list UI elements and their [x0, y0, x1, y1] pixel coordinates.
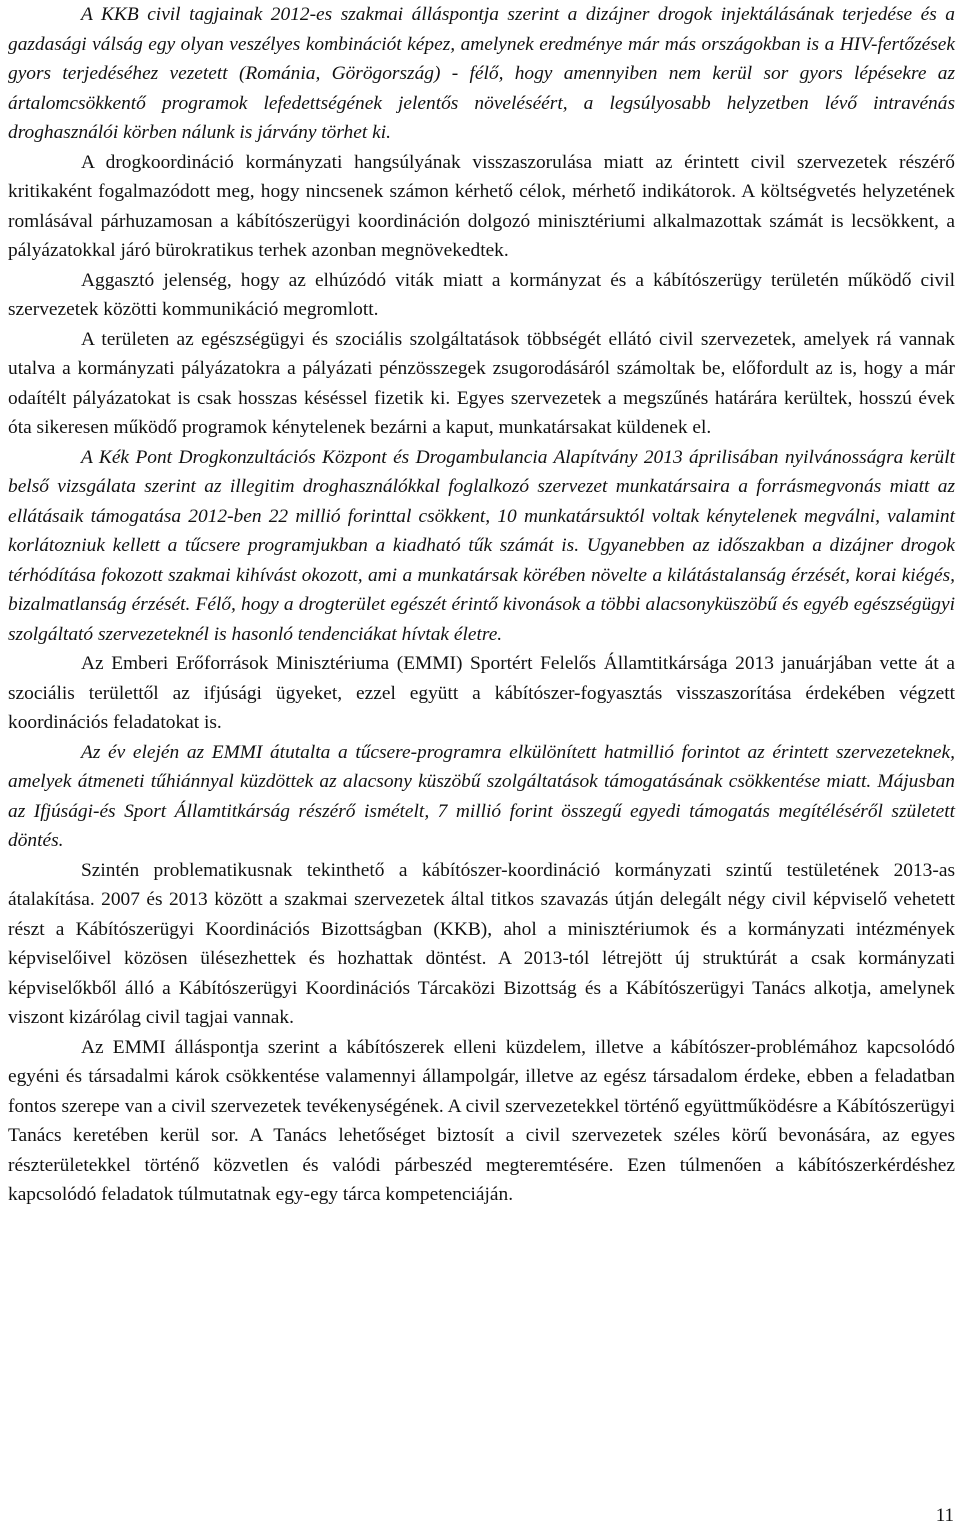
paragraph-kkb-restructure: Szintén problematikusnak tekinthető a kábítószer-koordináció kormányzati szintű testületének 2013-as átalakítása. 2007 és 2013 között a szakmai szervezetek által titkos szavazás útján delegált négy civil képviselő vehetett részt a Kábítószerügyi Koordinációs Bizottságban (KKB), ahol a minisztériumok és a kormányzati intézmények képviselőivel közösen ülésezhettek és hozhattak döntést. A 2013-tól létrejött új struktúrát a csak kormányzati képviselőkből álló a Kábítószerügyi Koordinációs Tárcaközi Bizottság és a Kábítószerügyi Tanács alkotja, amelynek viszont kizárólag civil tagjai vannak. [8, 859, 955, 1028]
paragraph-drug-coordination: A drogkoordináció kormányzati hangsúlyának visszaszorulása miatt az érintett civil szervezetek részérő kritikaként fogalmazódott meg, hogy nincsenek számon kérhető célok, mérhető indikátorok. A költségvetés helyzetének romlásával párhuzamosan a kábítószerügyi koordináción dolgozó minisztériumi alkalmazottak számát is lecsökkent, a pályázatokkal járó bürokratikus terhek azonban megnövekedtek. [8, 151, 955, 261]
paragraph-emmi-position: Az EMMI álláspontja szerint a kábítószerek elleni küzdelem, illetve a kábítószer-problémához kapcsolódó egyéni és társadalmi károk csökkentése valamennyi állampolgár, illetve az egész társadalom érdeke, ebben a feladatban fontos szerepe van a civil szervezetek tevékenységének. A civil szervezetekkel történő együttműködésre a Kábítószerügyi Tanács keretében kerül sor. A Tanács lehetőséget biztosít a civil szervezetek széles körű bevonására, az egyes részterületekkel történő közvetlen és valódi párbeszéd megteremtésére. Ezen túlmenően a kábítószerkérdéshez kapcsolódó feladatok túlmutatnak egy-egy tárca kompetenciáján. [8, 1036, 955, 1205]
paragraph-needle-exchange: Az év elején az EMMI átutalta a tűcsere-programra elkülönített hatmillió forintot az érintett szervezeteknek, amelyek átmeneti tűhiánnyal küzdöttek az alacsony küszöbű szolgáltatások támogatásának csökkentése miatt. Májusban az Ifjúsági-és Sport Államtitkárság részérő ismételt, 7 millió forint összegű egyedi támogatás megítéléséről született döntés. [8, 741, 955, 851]
paragraph-civil-funding: A területen az egészségügyi és szociális szolgáltatások többségét ellátó civil szervezetek, amelyek rá vannak utalva a kormányzati pályázatokra a pályázati pénzösszegek zsugorodásáról számoltak be, előfordult az is, hogy a már odaítélt pályázatokat is csak hosszas késéssel fizetik ki. Egyes szervezetek a megszűnés határára kerültek, hosszú évek óta sikeresen működő programok kénytelenek bezárni a kaput, munkatársakat küldenek el. [8, 328, 955, 438]
paragraph-communication: Aggasztó jelenség, hogy az elhúzódó viták miatt a kormányzat és a kábítószerügy területén működő civil szervezetek közötti kommunikáció megromlott. [8, 269, 955, 320]
document-page [8, 0, 955, 1210]
paragraph-kek-pont: A Kék Pont Drogkonzultációs Központ és Drogambulancia Alapítvány 2013 áprilisában nyilvánosságra került belső vizsgálata szerint az illegitim droghasználókkal foglalkozó szervezet munkatársaira a forrásmegvonás miatt az ellátásaik támogatása 2012-ben 22 millió forinttal csökkent, 10 munkatársuktól voltak kénytelenek megválni, valamint korlátozniuk kellett a tűcsere programjukban a kiadható tűk számát is. Ugyanebben az időszakban a dizájner drogok térhódítása fokozott szakmai kihívást okozott, ami a munkatársak körében növelte a kilátástalanság érzését, korai kiégés, bizalmatlanság érzését. Félő, hogy a drogterület egészét érintő kivonások a többi alacsonyküszöbű és egyéb egészségügyi szolgáltató szervezeteknél is hasonló tendenciákat hívtak életre. [8, 446, 955, 645]
page-number: 11 [935, 1505, 954, 1526]
paragraph-emmi-takeover: Az Emberi Erőforrások Minisztériuma (EMMI) Sportért Felelős Államtitkársága 2013 januárjában vette át a szociális területtől az ifjúsági ügyeket, ezzel együtt a kábítószer-fogyasztás visszaszorítása érdekében végzett koordinációs feladatokat is. [8, 653, 955, 733]
paragraph-kkb-position: A KKB civil tagjainak 2012-es szakmai álláspontja szerint a dizájner drogok injektálásának terjedése és a gazdasági válság egy olyan veszélyes kombinációt képez, amelynek eredménye már más országokban is a HIV-fertőzések gyors terjedéséhez vezetett (Románia, Görögország) - félő, hogy amennyiben nem kerül sor gyors lépésekre az ártalomcsökkentő programok lefedettségének jelentős növeléséért, a legsúlyosabb helyzetben lévő intravénás droghasználói körben nálunk is járvány törhet ki. [8, 4, 955, 143]
